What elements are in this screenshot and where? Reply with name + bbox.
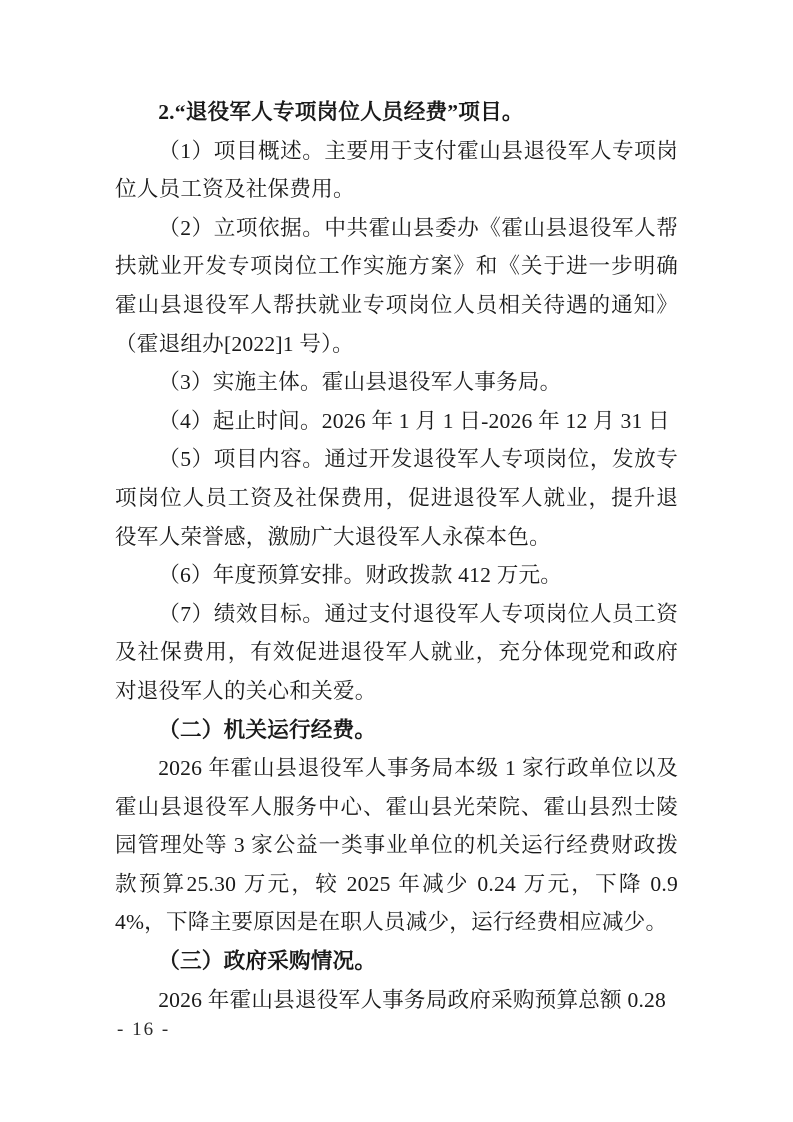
body-paragraph-project-content: （5）项目内容。通过开发退役军人专项岗位，发放专项岗位人员工资及社保费用，促进退役军人就业，提升退役军人荣誉感，激励广大退役军人永葆本色。 — [115, 447, 678, 549]
body-paragraph-performance-goal: （7）绩效目标。通过支付退役军人专项岗位人员工资及社保费用，有效促进退役军人就业，充分体现党和政府对退役军人的关心和关爱。 — [115, 601, 678, 703]
page-number: - 16 - — [117, 1019, 171, 1040]
section-heading-operating-expenses: （二）机关运行经费。 — [158, 717, 377, 742]
body-paragraph-implementing-body: （3）实施主体。霍山县退役军人事务局。 — [158, 370, 562, 395]
body-paragraph-project-basis: （2）立项依据。中共霍山县委办《霍山县退役军人帮扶就业开发专项岗位工作实施方案》和《关于进一步明确霍山县退役军人帮扶就业专项岗位人员相关待遇的通知》（霍退组办[2022]1 号）。 — [115, 215, 678, 356]
body-paragraph-project-overview: （1）项目概述。主要用于支付霍山县退役军人专项岗位人员工资及社保费用。 — [115, 138, 678, 202]
body-paragraph-annual-budget: （6）年度预算安排。财政拨款 412 万元。 — [158, 563, 563, 588]
document-content — [115, 93, 678, 1019]
project-heading: 2.“退役军人专项岗位人员经费”项目。 — [158, 100, 524, 124]
body-paragraph-operating-expenses: 2026 年霍山县退役军人事务局本级 1 家行政单位以及霍山县退役军人服务中心、霍山县光荣院、霍山县烈士陵园管理处等 3 家公益一类事业单位的机关运行经费财政拨款预算25.30 万元，较 2025 年减少 0.24 万元，下降 0.94%，下降主要原因是在职人员减少，运行经费相应减少。 — [115, 756, 678, 935]
section-heading-government-procurement: （三）政府采购情况。 — [158, 949, 377, 974]
body-paragraph-government-procurement: 2026 年霍山县退役军人事务局政府采购预算总额 0.28 — [158, 987, 667, 1012]
body-paragraph-time-period: （4）起止时间。2026 年 1 月 1 日-2026 年 12 月 31 日 — [158, 408, 670, 433]
